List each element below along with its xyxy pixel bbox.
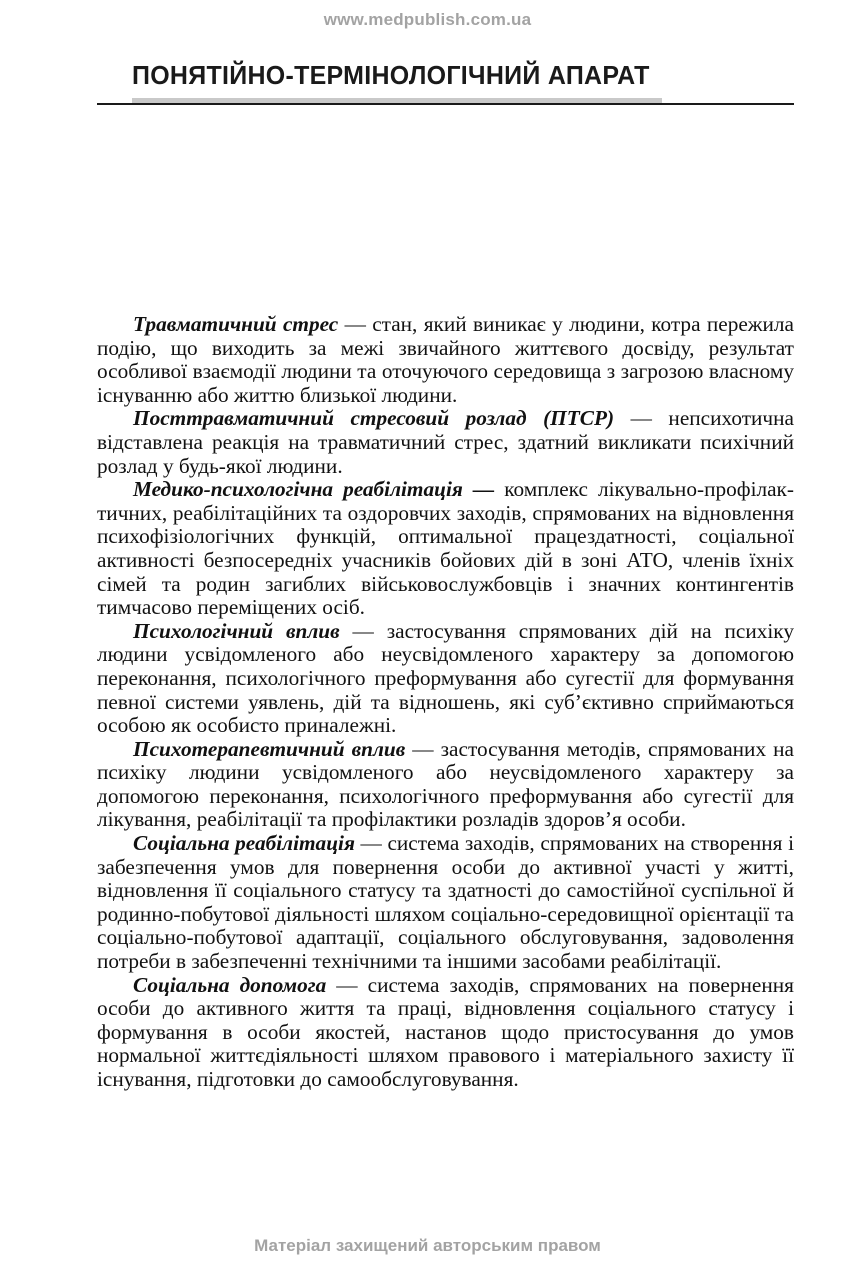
definition-separator: — xyxy=(339,618,387,643)
definition-separator: — xyxy=(338,312,373,336)
definition-separator xyxy=(494,477,504,501)
definition-text: непсихотична відставлена реакція на травматичний стрес, здатний викликати психічний розлад у будь-якої людини. xyxy=(97,406,794,478)
chapter-heading: ПОНЯТІЙНО-ТЕРМІНОЛОГІЧНИЙ АПАРАТ xyxy=(132,60,650,90)
heading-rule xyxy=(97,103,794,105)
definition-paragraph xyxy=(97,313,794,407)
definition-term: Посттравматичний стресовий розлад (ПТСР) xyxy=(133,406,615,431)
definition-paragraph xyxy=(97,974,794,1092)
definition-paragraph xyxy=(97,407,794,478)
definition-term: Медико-психологічна реабілітація — xyxy=(133,477,495,502)
definition-paragraph xyxy=(97,620,794,738)
definition-separator: — xyxy=(326,972,368,997)
definition-text: система заходів, спрямованих на повернення особи до активного життя та праці, відновлення соціального статусу і формування в особи якостей, настанов щодо пристосування до умов нормальної життєдіяльності шляхом правового і матеріального захисту її існування, підготовки до самообслуговування. xyxy=(97,972,794,1091)
definition-text: система заходів, спрямованих на створення і забезпечення умов для повернення особи до активної участі у житті, відновлення її соціального статусу та здатності до самостійної суспільної й родинно-побутової діяльності шляхом соціально-середовищної орієнтації та соціально-побутової адаптації, соціального обслуговування, задоволення потреби в забезпеченні технічними та іншими засобами реабілітації. xyxy=(97,831,794,974)
definition-separator: — xyxy=(405,736,441,761)
definition-text: застосування спрямованих дій на психіку людини усвідомленого або неусвідомленого характеру за допомогою переконання, психологічного преформування або сугестії для формування певної системи уявлень, дій та відношень, які суб’єктивно сприймаються особою як особисто приналежні. xyxy=(97,618,794,738)
site-url: www.medpublish.com.ua xyxy=(323,10,532,29)
definition-text: комплекс лікувально-профілактичних, реабілітаційних та оздоровчих заходів, спрямованих на відновлення психофізіологічних функцій, оптимальної працездатності, соціальної активності безпосередніх учасників бойових дій в зоні АТО, членів їхніх сімей та родин загиблих військовослужбовців і значних контингентів тимчасово переміщених осіб. xyxy=(97,477,795,620)
definition-paragraph xyxy=(97,738,794,832)
definition-separator: — xyxy=(614,406,669,431)
definition-term: Соціальна допомога xyxy=(133,972,327,997)
definition-term: Травматичний стрес xyxy=(133,312,339,336)
definition-paragraph xyxy=(97,478,794,620)
definition-text: стан, який виникає у людини, котра пережила подію, що виходить за межі звичайного життєвого досвіду, результат особливої взаємодії людини та оточуючого середовища з загрозою власному існуванню або життю близької людини. xyxy=(97,312,794,407)
definition-paragraph xyxy=(97,832,794,974)
definition-term: Соціальна реабілітація xyxy=(133,831,355,856)
definition-text: застосування методів, спрямованих на психіку людини усвідомленого або неусвідомленого характеру за допомогою переконання, психологічного преформування або сугестії для лікування, реабілітації та профілактики розладів здоров’я особи. xyxy=(97,736,794,832)
copyright-note: Матеріал захищений авторським правом xyxy=(254,1236,601,1255)
definition-term: Психологічний вплив xyxy=(133,618,340,643)
definitions-list xyxy=(97,313,794,1092)
definition-separator: — xyxy=(354,831,388,856)
definition-term: Психотерапевтичний вплив xyxy=(133,736,406,761)
